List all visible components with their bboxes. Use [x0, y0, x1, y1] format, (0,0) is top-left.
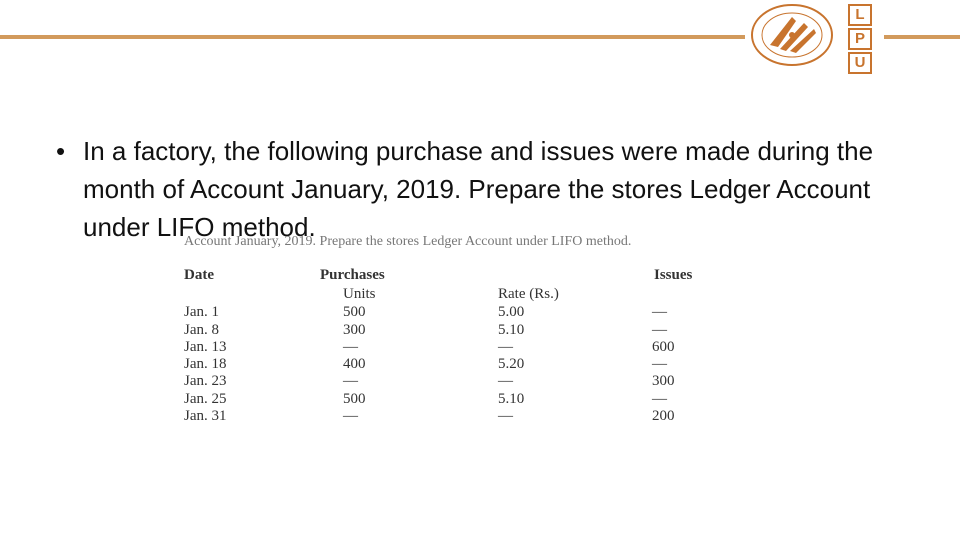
row-1-issues: —	[652, 304, 667, 320]
subheader-units: Units	[343, 286, 376, 302]
row-3-date: Jan. 13	[184, 339, 227, 355]
row-5-rate: —	[498, 373, 513, 389]
row-7-rate: —	[498, 408, 513, 424]
row-5-issues: 300	[652, 373, 675, 389]
row-6-date: Jan. 25	[184, 391, 227, 407]
row-4-issues: —	[652, 356, 667, 372]
row-2-rate: 5.10	[498, 322, 525, 338]
bullet-point	[56, 132, 936, 246]
row-5-date: Jan. 23	[184, 373, 227, 389]
row-5-units: —	[343, 373, 358, 389]
ledger-image	[184, 234, 724, 433]
lpu-logo	[848, 4, 872, 76]
row-1-units: 500	[343, 304, 366, 320]
row-7-units: —	[343, 408, 358, 424]
row-4-date: Jan. 18	[184, 356, 227, 372]
row-3-issues: 600	[652, 339, 675, 355]
row-1-rate: 5.00	[498, 304, 525, 320]
row-6-rate: 5.10	[498, 391, 525, 407]
university-seal-logo	[750, 3, 834, 67]
header-purchases: Purchases	[320, 267, 385, 283]
lpu-letter-u: U	[848, 52, 872, 74]
row-4-rate: 5.20	[498, 356, 525, 372]
ledger-cut-line: Account January, 2019. Prepare the stores Ledger Account under LIFO method.	[184, 234, 632, 249]
row-2-issues: —	[652, 322, 667, 338]
row-7-date: Jan. 31	[184, 408, 227, 424]
lpu-letter-l: L	[848, 4, 872, 26]
row-2-date: Jan. 8	[184, 322, 219, 338]
row-4-units: 400	[343, 356, 366, 372]
header-rule-left	[0, 35, 745, 39]
header-date: Date	[184, 267, 214, 283]
bullet-symbol: •	[56, 136, 66, 166]
row-7-issues: 200	[652, 408, 675, 424]
bullet-text: In a factory, the following purchase and issues were made during the month of Account January, 2019. Prepare the stores Ledger Account under LIFO method.	[83, 136, 874, 242]
lpu-letter-p: P	[848, 28, 872, 50]
row-3-units: —	[343, 339, 358, 355]
row-6-issues: —	[652, 391, 667, 407]
row-3-rate: —	[498, 339, 513, 355]
row-1-date: Jan. 1	[184, 304, 219, 320]
subheader-rate: Rate (Rs.)	[498, 286, 559, 302]
header-issues: Issues	[654, 267, 693, 283]
row-6-units: 500	[343, 391, 366, 407]
header-rule-right	[884, 35, 960, 39]
row-2-units: 300	[343, 322, 366, 338]
